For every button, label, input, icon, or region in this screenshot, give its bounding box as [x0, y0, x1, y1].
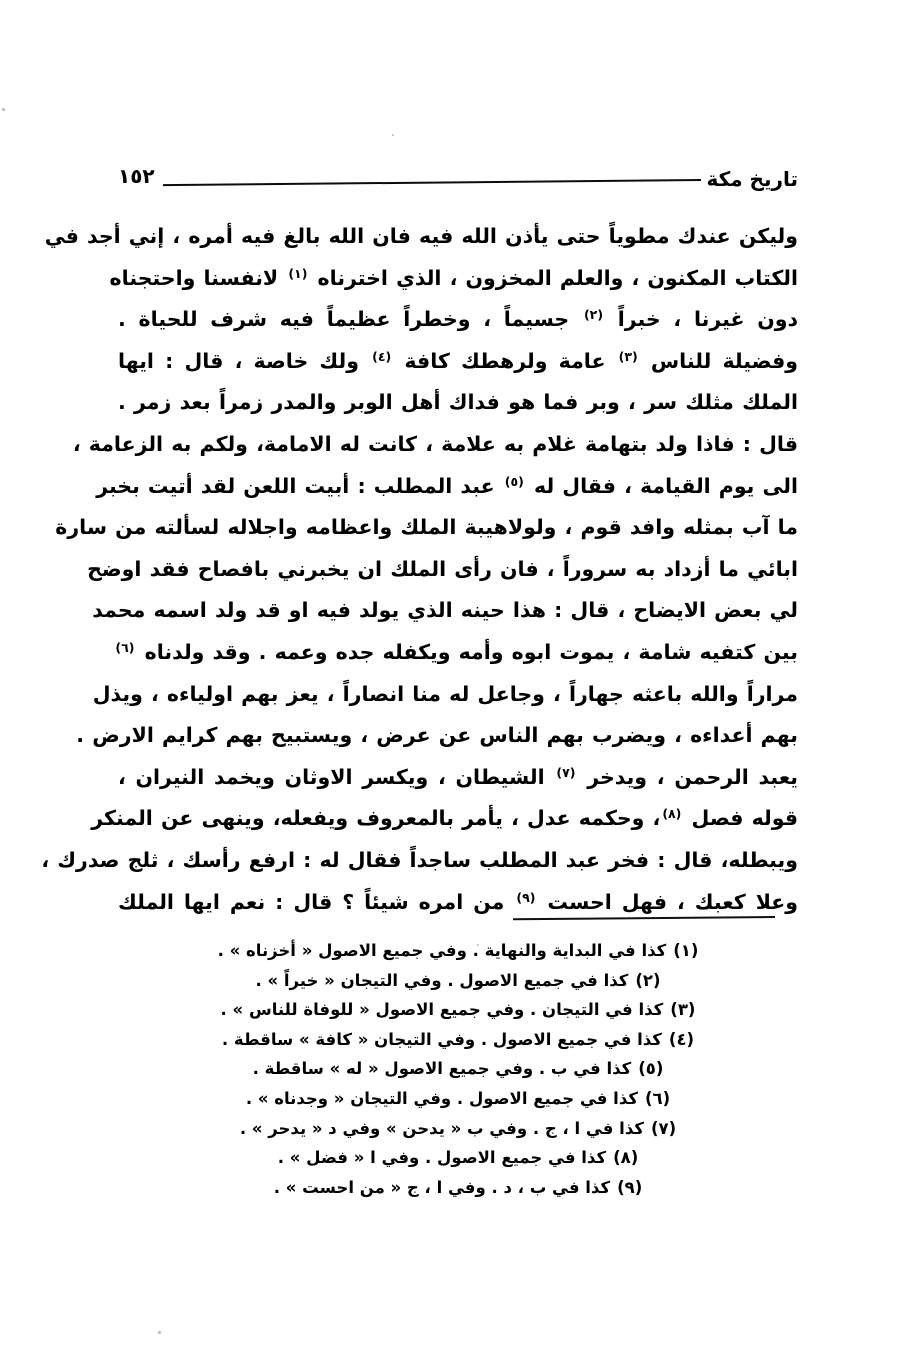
footnote-number: (٣) [670, 1000, 696, 1020]
footnote-text: كذا في جميع الاصول . وفي ا « فضل » . [277, 1148, 607, 1168]
footnote-marker: (٣) [618, 348, 638, 364]
footnote-marker: (٥) [504, 473, 524, 489]
scan-speck [158, 1331, 161, 1334]
footnote-number: (٨) [613, 1148, 639, 1168]
footnote-item [118, 1054, 798, 1084]
footnote-item [118, 1025, 798, 1055]
body-line: يعبد الرحمن ، ويدخر $^{(٧)}$ الشيطان ، ويكسر الاوثان ويخمد النيران ، [118, 764, 798, 789]
body-line: الكتاب المكنون ، والعلم المخزون ، الذي اخترناه $^{(١)}$ لانفسنا واحتجناه [109, 265, 798, 290]
book-title: تاريخ مكة [706, 167, 798, 191]
footnote-item [118, 1114, 798, 1144]
footnote-text: كذا في البداية والنهاية . وفي جميع الاصول « أخزناه » . [217, 941, 667, 960]
footnote-marker: (٦) [115, 639, 135, 655]
body-line: الملك مثلك سر ، وبر فما هو فداك أهل الوبر والمدر زمراً بعد زمر . [118, 390, 798, 415]
body-line: دون غيرنا ، خبراً $^{(٢)}$ جسيماً ، وخطراً عظيماً فيه شرف للحياة . [118, 307, 798, 332]
footnote-item [118, 1143, 798, 1173]
page-number: ١٥٢ [118, 164, 155, 188]
footnote-number: (٦) [644, 1088, 671, 1108]
running-head [118, 160, 798, 194]
footnote-number: (٢) [635, 970, 661, 990]
footnote-marker: (٩) [516, 889, 536, 905]
footnote-list [118, 936, 798, 1202]
footnote-item [118, 995, 798, 1025]
footnote-marker: (٧) [556, 764, 576, 780]
body-line: ويبطله، قال : فخر عبد المطلب ساجداً فقال له : ارفع رأسك ، ثلج صدرك ، [41, 847, 798, 872]
footnote-number: (١) [673, 941, 699, 960]
footnote-item [118, 1084, 798, 1114]
footnote-item [118, 966, 798, 996]
header-rule [163, 179, 701, 186]
footnote-marker: (٨) [662, 806, 682, 822]
scan-speck [2, 108, 5, 111]
footnote-item [118, 936, 798, 966]
footnote-item [118, 1173, 798, 1203]
body-line: وليكن عندك مطوياً حتى يأذن الله فيه فان الله بالغ فيه أمره ، إني أجد في [44, 224, 798, 248]
footnote-text: كذا في جميع الاصول . وفي التيجان « خيراً » . [255, 970, 629, 990]
body-line: قوله فصل $^{(٨)}$، وحكمه عدل ، يأمر بالمعروف ويفعله، وينهى عن المنكر [91, 806, 798, 831]
body-line: لي بعض الايضاح ، قال : هذا حينه الذي يولد فيه او قد ولد اسمه محمد [92, 598, 798, 623]
body-line: بهم أعداءه ، ويضرب بهم الناس عن عرض ، ويستبيح بهم كرايم الارض . [76, 723, 798, 748]
body-line: ابائي ما أزداد به سروراً ، فان رأى الملك ان يخبرني بافصاح فقد اوضح [87, 556, 798, 581]
body-line: مراراً والله باعثه جهاراً ، وجاعل له منا انصاراً ، يعز بهم اولياءه ، ويذل [92, 681, 798, 706]
scan-speck [392, 134, 394, 136]
footnote-text: كذا في ا ، ج . وفي ب « يدحن » وفي د « يدحر » . [239, 1118, 644, 1138]
body-line: قال : فاذا ولد بتهامة غلام به علامة ، كانت له الامامة، ولكم به الزعامة ، [72, 431, 798, 456]
body-line: الى يوم القيامة ، فقال له $^{(٥)}$ عبد المطلب : أبيت اللعن لقد أتيت بخبر [96, 473, 798, 498]
body-line: بين كتفيه شامة ، يموت ابوه وأمه ويكفله جده وعمه . وقد ولدناه $^{(٦)}$ [115, 639, 798, 664]
footnote-text: كذا في ب ، د . وفي ا ، ج « من احست » . [273, 1177, 611, 1197]
footnote-marker: (٤) [372, 348, 392, 364]
footnote-number: (٧) [650, 1118, 677, 1138]
footnote-text: كذا في جميع الاصول . وفي التيجان « وجدناه » . [245, 1088, 638, 1108]
footnote-marker: (١) [288, 265, 308, 281]
body-text [41, 216, 799, 923]
footnote-number: (٩) [617, 1177, 643, 1197]
footnote-marker: (٢) [583, 307, 604, 323]
footnote-number: (٥) [638, 1059, 664, 1079]
footnote-text: كذا في جميع الاصول . وفي التيجان « كافة » ساقطة . [221, 1029, 662, 1049]
footnote-text: كذا في ب . وفي جميع الاصول « له » ساقطة . [252, 1059, 632, 1079]
footnote-number: (٤) [668, 1029, 695, 1049]
footnote-text: كذا في التيجان . وفي جميع الاصول « للوفاة للناس » . [220, 1000, 664, 1020]
body-line: وعلا كعبك ، فهل احست $^{(٩)}$ من امره شيئاً ؟ قال : نعم ايها الملك [118, 889, 799, 914]
body-line: وفضيلة للناس $^{(٣)}$ عامة ولرهطك كافة $^{(٤)}$ ولك خاصة ، قال : ايها [118, 348, 798, 373]
body-line: ما آب بمثله وافد قوم ، ولولاهيبة الملك واعظامه واجلاله لسألته من سارة [55, 515, 798, 540]
